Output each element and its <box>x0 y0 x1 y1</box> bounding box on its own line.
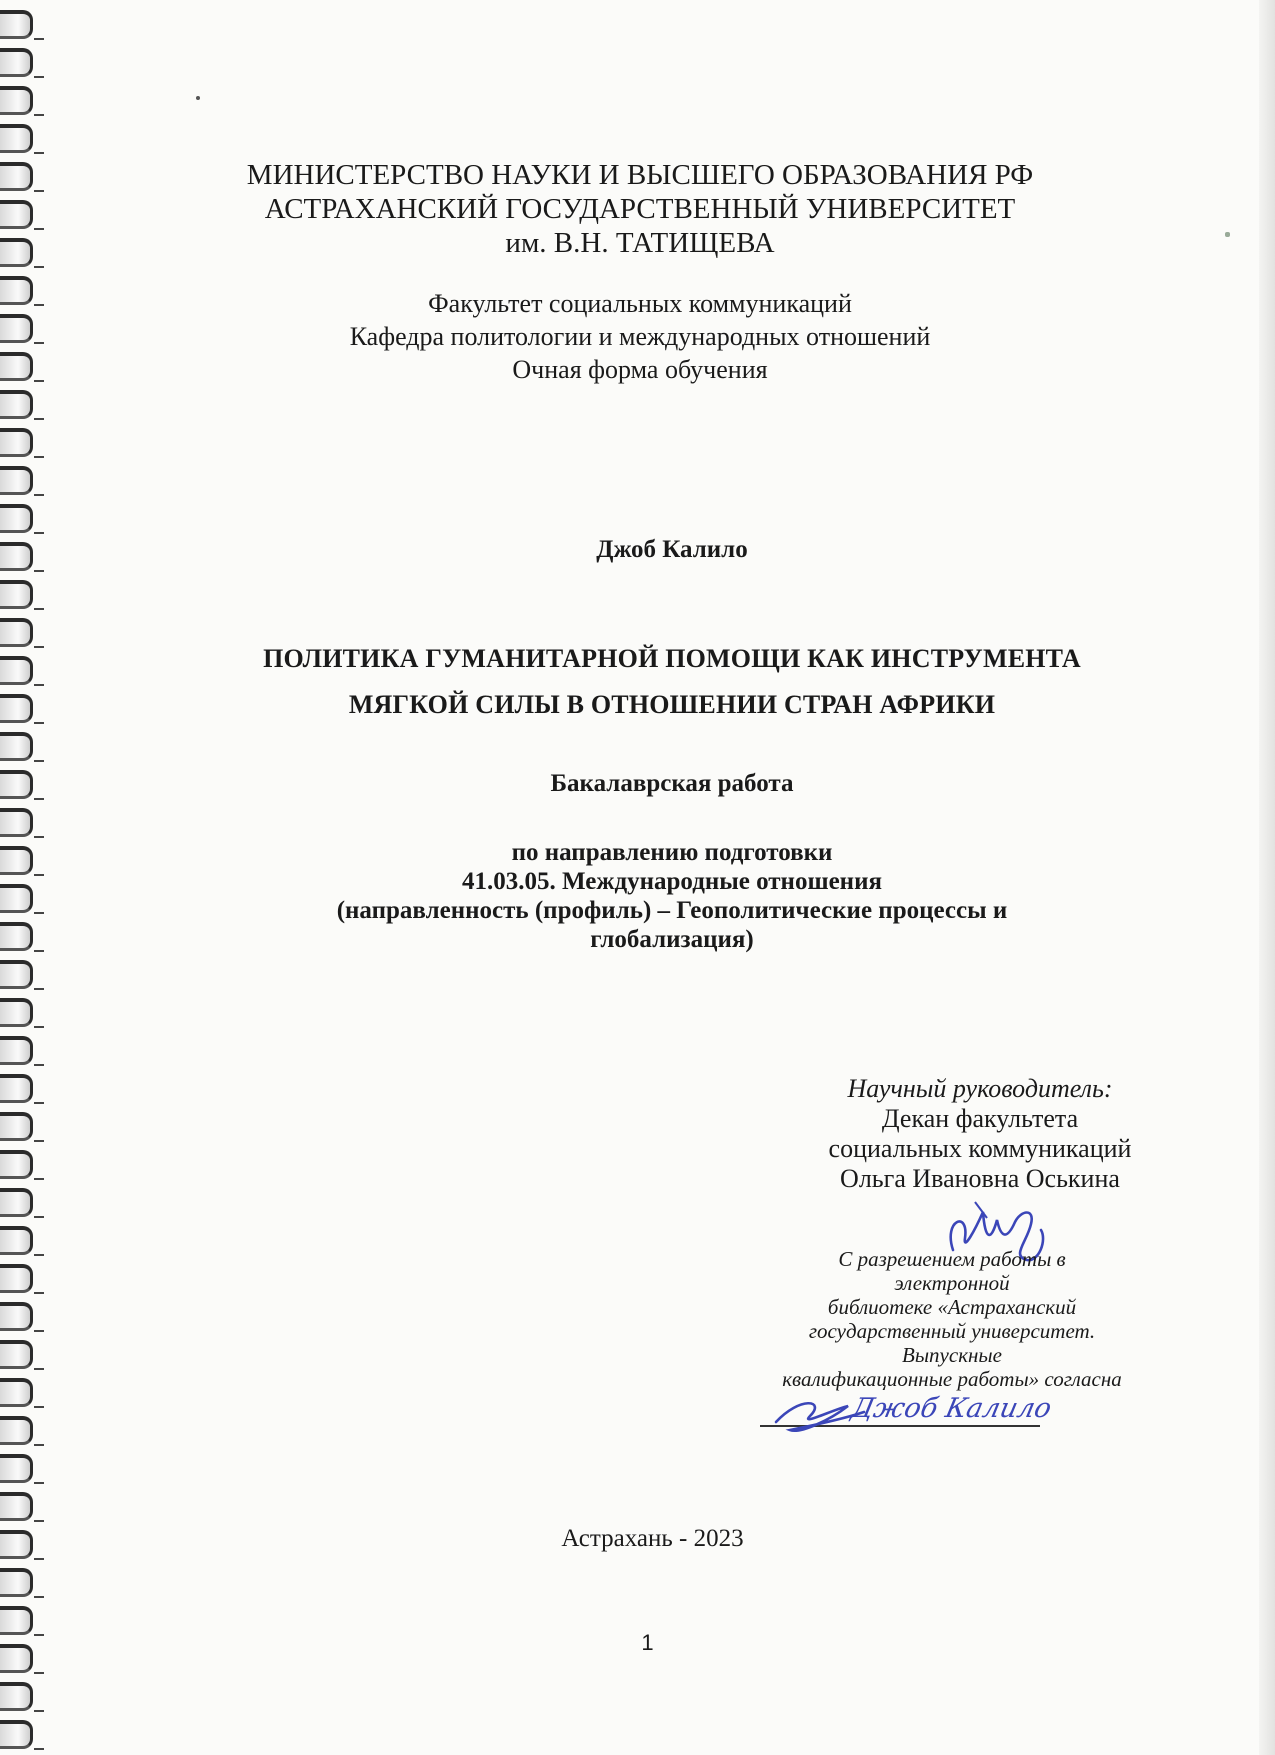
title-line-1: ПОЛИТИКА ГУМАНИТАРНОЙ ПОМОЩИ КАК ИНСТРУМЕНТА <box>263 644 1081 673</box>
binding-hole-mark <box>34 988 44 990</box>
binding-hole-mark <box>34 1596 44 1598</box>
binding-coil <box>0 238 33 267</box>
binding-hole-mark <box>34 798 44 800</box>
city-year: Астрахань - 2023 <box>561 1525 744 1552</box>
supervisor-block <box>770 1074 1190 1194</box>
binding-hole-mark <box>34 1406 44 1408</box>
binding-coil <box>0 922 33 951</box>
binding-coil <box>0 694 33 723</box>
binding-hole-mark <box>34 874 44 876</box>
binding-hole-mark <box>34 1216 44 1218</box>
direction-label: по направлению подготовки <box>511 839 833 866</box>
binding-coil <box>0 124 33 153</box>
page-number: 1 <box>641 1630 654 1655</box>
binding-coil <box>0 808 33 837</box>
spiral-binding <box>0 0 46 1755</box>
direction-profile: (направленность (профиль) – Геополитические процессы и <box>336 897 1008 924</box>
binding-coil <box>0 656 33 685</box>
binding-hole-mark <box>34 38 44 40</box>
binding-hole-mark <box>34 1520 44 1522</box>
binding-hole-mark <box>34 152 44 154</box>
binding-coil <box>0 884 33 913</box>
binding-coil <box>0 1302 33 1331</box>
binding-hole-mark <box>34 304 44 306</box>
work-type-block <box>172 770 1172 798</box>
binding-hole-mark <box>34 1444 44 1446</box>
binding-hole-mark <box>34 228 44 230</box>
binding-coil <box>0 162 33 191</box>
ministry-line: МИНИСТЕРСТВО НАУКИ И ВЫСШЕГО ОБРАЗОВАНИЯ РФ <box>246 159 1034 191</box>
binding-coil <box>0 1492 33 1521</box>
binding-hole-mark <box>34 494 44 496</box>
binding-coil <box>0 428 33 457</box>
permission-line-4: государственный университет. <box>808 1319 1096 1343</box>
binding-coil <box>0 1226 33 1255</box>
binding-coil <box>0 1378 33 1407</box>
binding-hole-mark <box>34 1368 44 1370</box>
binding-coil <box>0 1682 33 1711</box>
binding-hole-mark <box>34 1178 44 1180</box>
binding-coil <box>0 1264 33 1293</box>
scan-speck <box>1225 232 1230 237</box>
binding-coil <box>0 1416 33 1445</box>
binding-hole-mark <box>34 570 44 572</box>
binding-coil <box>0 580 33 609</box>
direction-block <box>172 838 1172 954</box>
binding-hole-mark <box>34 912 44 914</box>
supervisor-label: Научный руководитель: <box>847 1074 1113 1103</box>
binding-hole-mark <box>34 190 44 192</box>
supervisor-name: Ольга Ивановна Оськина <box>840 1164 1120 1193</box>
author-name: Джоб Калило <box>596 536 748 563</box>
university-line: АСТРАХАНСКИЙ ГОСУДАРСТВЕННЫЙ УНИВЕРСИТЕТ <box>264 193 1016 225</box>
university-name-line: им. В.Н. ТАТИЩЕВА <box>505 227 775 259</box>
binding-hole-mark <box>34 608 44 610</box>
binding-hole-mark <box>34 1672 44 1674</box>
scan-speck <box>196 96 200 100</box>
supervisor-faculty: социальных коммуникаций <box>828 1134 1132 1163</box>
binding-coil <box>0 352 33 381</box>
binding-coil <box>0 200 33 229</box>
direction-profile-end: глобализация) <box>590 926 754 953</box>
binding-coil <box>0 504 33 533</box>
permission-line-5: Выпускные <box>902 1343 1002 1367</box>
author-block <box>172 536 1172 564</box>
binding-hole-mark <box>34 684 44 686</box>
binding-coil <box>0 998 33 1027</box>
binding-coil <box>0 1036 33 1065</box>
binding-coil <box>0 542 33 571</box>
student-signature-text: Джоб Калило <box>848 1393 1055 1424</box>
binding-hole-mark <box>34 342 44 344</box>
binding-hole-mark <box>34 950 44 952</box>
binding-hole-mark <box>34 1254 44 1256</box>
binding-hole-mark <box>34 1482 44 1484</box>
binding-hole-mark <box>34 1026 44 1028</box>
binding-hole-mark <box>34 1140 44 1142</box>
binding-coil <box>0 1188 33 1217</box>
direction-code: 41.03.05. Международные отношения <box>461 868 883 895</box>
supervisor-position: Декан факультета <box>881 1104 1079 1133</box>
binding-hole-mark <box>34 76 44 78</box>
institution-header <box>140 158 1140 260</box>
faculty-block <box>140 287 1140 386</box>
binding-coil <box>0 960 33 989</box>
binding-coil <box>0 1074 33 1103</box>
binding-coil <box>0 770 33 799</box>
page-edge-shadow <box>1259 0 1275 1755</box>
binding-hole-mark <box>34 1292 44 1294</box>
title-line-2: МЯГКОЙ СИЛЫ В ОТНОШЕНИИ СТРАН АФРИКИ <box>348 690 996 719</box>
binding-coil <box>0 618 33 647</box>
binding-hole-mark <box>34 1558 44 1560</box>
binding-coil <box>0 1720 33 1749</box>
binding-hole-mark <box>34 1064 44 1066</box>
binding-coil <box>0 1568 33 1597</box>
binding-hole-mark <box>34 1102 44 1104</box>
binding-hole-mark <box>34 418 44 420</box>
binding-coil <box>0 10 33 39</box>
binding-coil <box>0 1454 33 1483</box>
binding-hole-mark <box>34 1710 44 1712</box>
binding-coil <box>0 732 33 761</box>
binding-coil <box>0 276 33 305</box>
work-type: Бакалаврская работа <box>550 770 794 797</box>
faculty-line: Факультет социальных коммуникаций <box>428 289 852 318</box>
study-form-line: Очная форма обучения <box>512 355 768 384</box>
department-line: Кафедра политологии и международных отношений <box>349 322 931 351</box>
binding-coil <box>0 1112 33 1141</box>
binding-coil <box>0 390 33 419</box>
thesis-title <box>172 636 1172 728</box>
binding-coil <box>0 466 33 495</box>
permission-line-3: библиотеке «Астраханский <box>827 1295 1077 1319</box>
binding-coil <box>0 1150 33 1179</box>
binding-hole-mark <box>34 380 44 382</box>
permission-note <box>752 1247 1152 1391</box>
binding-coil <box>0 846 33 875</box>
binding-coil <box>0 86 33 115</box>
binding-hole-mark <box>34 114 44 116</box>
binding-coil <box>0 314 33 343</box>
binding-hole-mark <box>34 646 44 648</box>
permission-line-2: электронной <box>894 1271 1010 1295</box>
binding-coil <box>0 1340 33 1369</box>
binding-hole-mark <box>34 722 44 724</box>
permission-line-6: квалификационные работы» согласна <box>782 1367 1122 1391</box>
binding-hole-mark <box>34 760 44 762</box>
binding-hole-mark <box>34 1748 44 1750</box>
permission-line-1: С разрешением работы в <box>838 1247 1066 1271</box>
binding-hole-mark <box>34 836 44 838</box>
binding-hole-mark <box>34 456 44 458</box>
binding-coil <box>0 48 33 77</box>
binding-hole-mark <box>34 266 44 268</box>
binding-hole-mark <box>34 1330 44 1332</box>
binding-hole-mark <box>34 532 44 534</box>
